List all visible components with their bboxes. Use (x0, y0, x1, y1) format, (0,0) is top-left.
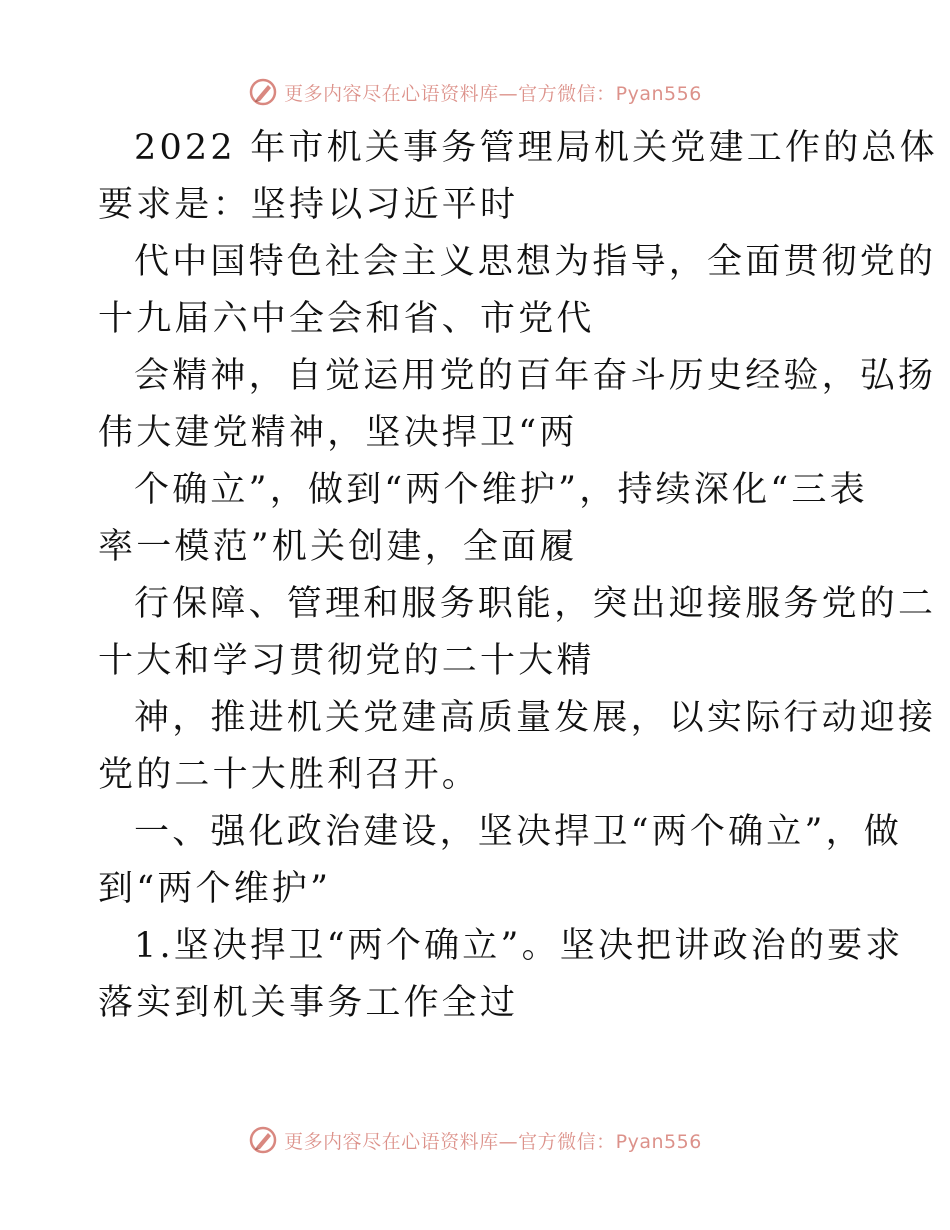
body-line: 落实到机关事务工作全过 (98, 983, 519, 1023)
body-line: 行保障、管理和服务职能，突出迎接服务党的二 (134, 584, 937, 624)
footer-watermark (0, 1120, 950, 1160)
pen-logo-icon (248, 1125, 278, 1155)
body-line: 率一模范”机关创建，全面履 (98, 527, 578, 567)
body-line: 伟大建党精神，坚决捍卫“两 (98, 413, 578, 453)
body-line: 2022 年市机关事务管理局机关党建工作的总体 (134, 128, 938, 168)
body-line: 十大和学习贯彻党的二十大精 (98, 641, 595, 681)
section-heading: 一、强化政治建设，坚决捍卫“两个确立”，做 (134, 812, 902, 852)
body-line: 代中国特色社会主义思想为指导，全面贯彻党的 (134, 242, 937, 282)
body-line: 十九届六中全会和省、市党代 (98, 299, 595, 339)
pen-logo-icon (248, 77, 278, 107)
watermark-text: 更多内容尽在心语资料库—官方微信：Pyan556 (284, 1130, 702, 1153)
body-line: 个确立”，做到“两个维护”，持续深化“三表 (134, 470, 868, 510)
body-line: 会精神，自觉运用党的百年奋斗历史经验，弘扬 (134, 356, 937, 396)
header-watermark (0, 72, 950, 112)
body-line: 神，推进机关党建高质量发展，以实际行动迎接 (134, 698, 937, 738)
body-line: 1.坚决捍卫“两个确立”。坚决把讲政治的要求 (134, 926, 904, 966)
watermark-text: 更多内容尽在心语资料库—官方微信：Pyan556 (284, 82, 702, 105)
body-line: 要求是：坚持以习近平时 (98, 185, 519, 225)
section-heading: 到“两个维护” (98, 869, 332, 909)
body-line: 党的二十大胜利召开。 (98, 755, 481, 795)
